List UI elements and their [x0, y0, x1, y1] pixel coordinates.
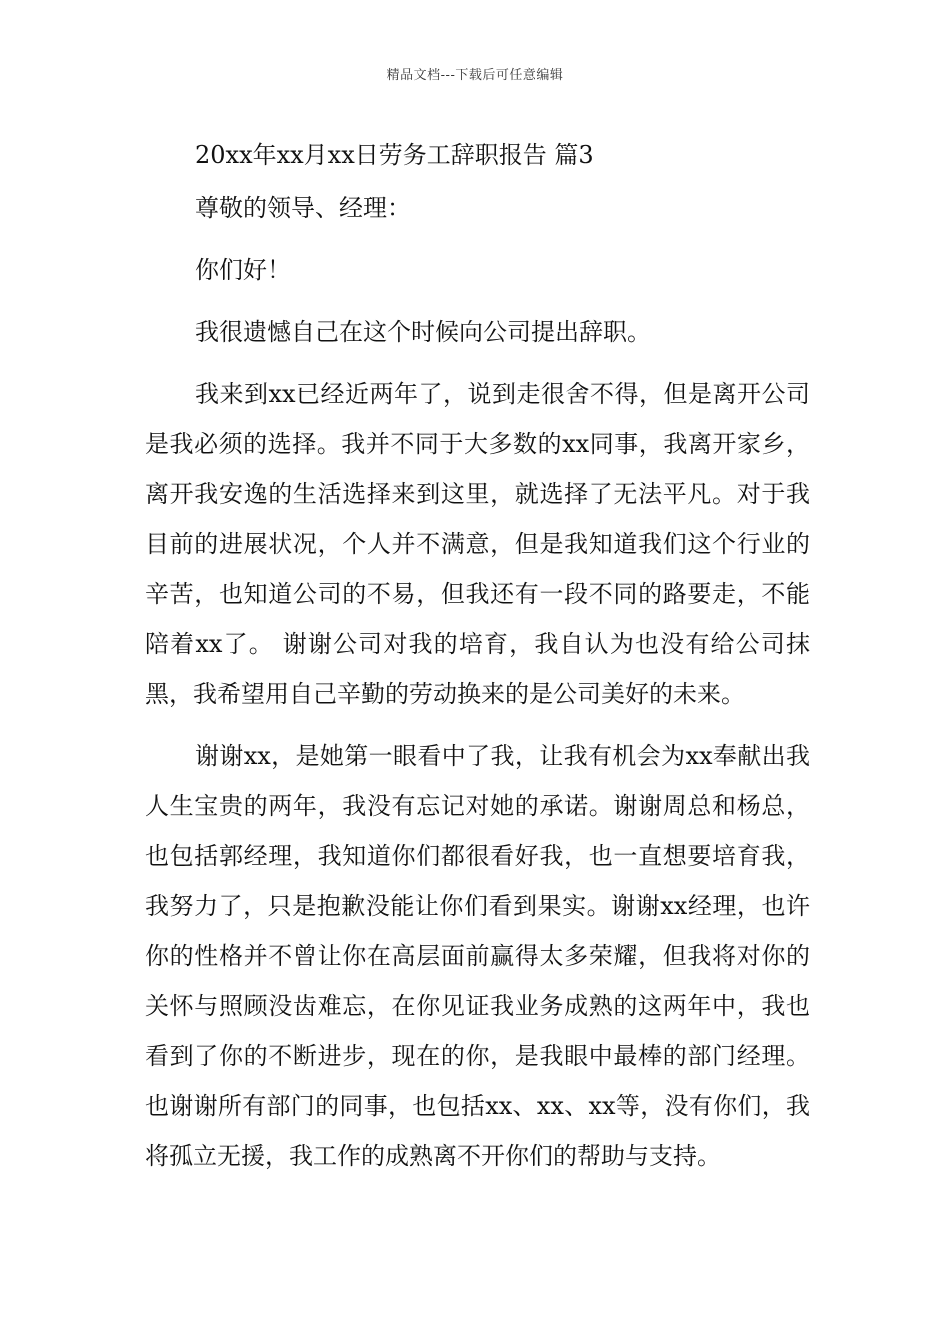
greeting: 你们好！ — [195, 256, 291, 284]
salutation: 尊敬的领导、经理： — [195, 194, 411, 222]
document-title: 20xx年xx月xx日劳务工辞职报告 篇3 — [195, 141, 594, 169]
document-body — [145, 130, 810, 1181]
body-paragraph-1: 我来到xx已经近两年了，说到走很舍不得，但是离开公司是我必须的选择。我并不同于大多数的xx同事，我离开家乡，离开我安逸的生活选择来到这里，就选择了无法平凡。对于我目前的进展状况，个人并不满意，但是我知道我们这个行业的辛苦，也知道公司的不易，但我还有一段不同的路要走，不能陪着xx了。 谢谢公司对我的培育，我自认为也没有给公司抹黑，我希望用自己辛勤的劳动换来的是公司美好的未来。 — [145, 380, 810, 708]
opening-line: 我很遗憾自己在这个时候向公司提出辞职。 — [195, 318, 651, 346]
page-header: 精品文档---下载后可任意编辑 — [386, 68, 564, 83]
body-paragraph-2: 谢谢xx，是她第一眼看中了我，让我有机会为xx奉献出我人生宝贵的两年，我没有忘记对她的承诺。谢谢周总和杨总，也包括郭经理，我知道你们都很看好我，也一直想要培育我，我努力了，只是抱歉没能让你们看到果实。谢谢xx经理，也许你的性格并不曾让你在高层面前赢得太多荣耀，但我将对你的关怀与照顾没齿难忘，在你见证我业务成熟的这两年中，我也看到了你的不断进步，现在的你，是我眼中最棒的部门经理。也谢谢所有部门的同事，也包括xx、xx、xx等，没有你们，我将孤立无援，我工作的成熟离不开你们的帮助与支持。 — [145, 742, 810, 1170]
